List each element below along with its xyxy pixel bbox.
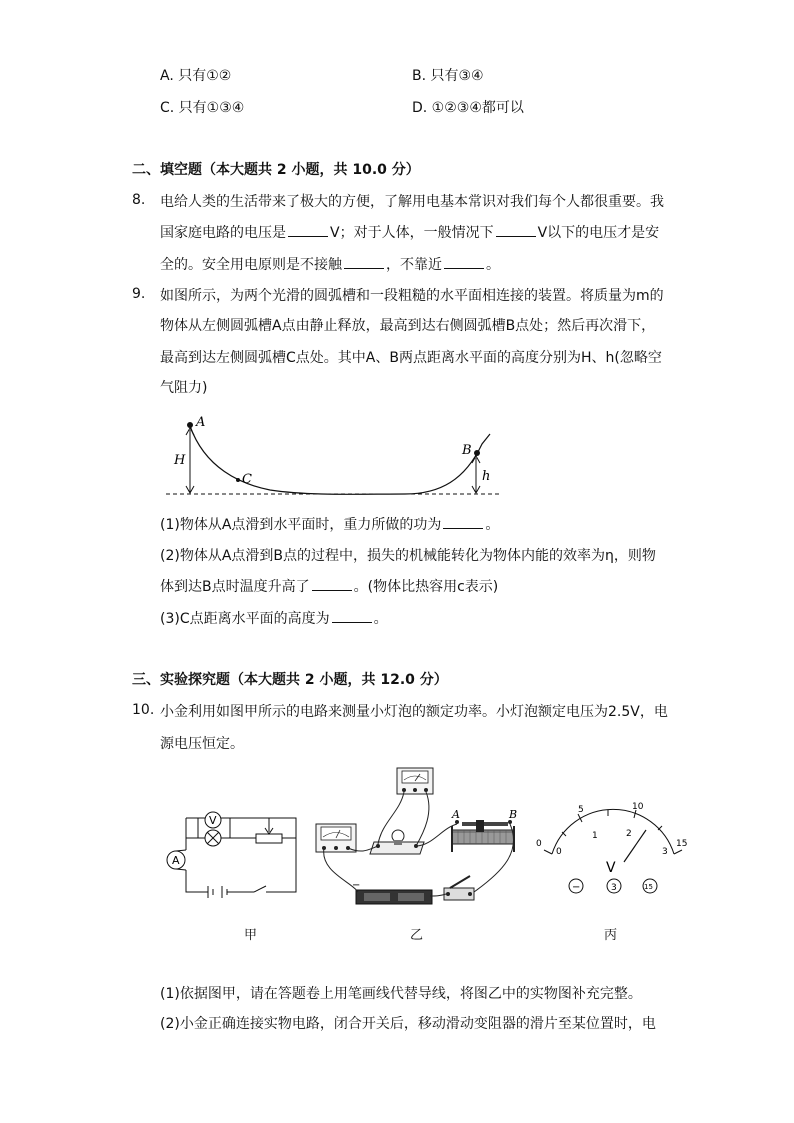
circuit-diagram-jia	[158, 808, 303, 898]
label-H: H	[174, 453, 186, 468]
point-b-dot	[474, 450, 480, 456]
ammeter-device	[316, 824, 356, 852]
apparatus-figure-yi	[312, 762, 524, 912]
label-h: h	[482, 469, 491, 484]
svg-text:−: −	[352, 880, 361, 891]
terminal-15-label: 15	[644, 883, 653, 891]
q9-sub3-b: 。	[373, 611, 388, 627]
caption-bing: 丙	[604, 928, 618, 943]
dial-unit: V	[606, 860, 616, 876]
q9-line2: 物体从左侧圆弧槽A点由静止释放，最高到达右侧圆弧槽B点处；然后再次滑下，	[160, 318, 656, 334]
voltmeter-device	[397, 768, 433, 794]
q9-blank-2	[312, 576, 352, 591]
q9-line4: 气阻力)	[160, 380, 208, 396]
q9-sub2a: (2)物体从A点滑到B点的过程中，损失的机械能转化为物体内能的效率为η，则物	[160, 548, 656, 564]
q10-sub2: (2)小金正确连接实物电路，闭合开关后，移动滑动变阻器的滑片至某位置时，电	[160, 1016, 656, 1032]
q8-number: 8.	[132, 192, 146, 208]
q8-line2-c: V以下的电压才是安	[537, 225, 660, 241]
voltmeter-dial-bing	[534, 800, 692, 900]
q8-blank-2	[496, 222, 536, 237]
option-c: C. 只有①③④	[160, 100, 245, 116]
dial-top-10: 10	[632, 802, 644, 812]
arc-track-figure	[160, 408, 505, 502]
voltmeter-label: V	[209, 814, 217, 827]
q8-blank-4	[444, 254, 484, 269]
q10-line1: 小金利用如图甲所示的电路来测量小灯泡的额定功率。小灯泡额定电压为2.5V，电	[160, 704, 668, 720]
track-curve	[190, 426, 490, 494]
dial-top-15: 15	[676, 839, 688, 849]
terminal-minus-label: −	[572, 882, 581, 893]
caption-jia: 甲	[244, 928, 258, 943]
dial-bottom-1: 1	[592, 831, 598, 841]
dial-top-0: 0	[536, 839, 542, 849]
label-A: A	[196, 415, 206, 430]
q9-blank-1	[443, 514, 483, 529]
q8-line3-c: 。	[486, 257, 500, 273]
rheostat-label-a: A	[452, 808, 460, 821]
q9-sub3	[160, 608, 388, 629]
q8-line1: 电给人类的生活带来了极大的方便，了解用电基本常识对我们每个人都很重要。我	[160, 194, 664, 210]
dial-top-5: 5	[578, 805, 584, 815]
dial-bottom-2: 2	[626, 829, 632, 839]
q9-number: 9.	[132, 286, 146, 302]
dial-bottom-0: 0	[556, 847, 562, 857]
q9-line1: 如图所示，为两个光滑的圆弧槽和一段粗糙的水平面相连接的装置。将质量为m的	[160, 288, 664, 304]
battery-pack-device	[352, 880, 432, 904]
q8-line2	[160, 222, 659, 243]
q8-line3-a: 全的。安全用电原则是不接触	[160, 257, 342, 273]
point-c-dot	[236, 478, 240, 482]
q9-sub3-a: (3)C点距离水平面的高度为	[160, 611, 330, 627]
q9-sub2	[160, 576, 498, 597]
q9-sub2-c: 。(物体比热容用c表示)	[353, 579, 499, 595]
q10-number: 10.	[132, 702, 155, 718]
q9-sub2-b: 体到达B点时温度升高了	[160, 579, 310, 595]
rheostat-label-b: B	[509, 808, 518, 821]
section-2-title: 二、填空题（本大题共 2 小题，共 10.0 分）	[132, 162, 420, 178]
q10-sub1: (1)依据图甲，请在答题卷上用笔画线代替导线，将图乙中的实物图补充完整。	[160, 986, 642, 1002]
option-b: B. 只有③④	[412, 68, 484, 84]
q8-line3-b: ，不靠近	[386, 257, 442, 273]
q8-line2-b: V；对于人体，一般情况下	[330, 225, 494, 241]
q9-sub1	[160, 514, 499, 535]
dial-arc	[552, 809, 674, 854]
q9-line3: 最高到达左侧圆弧槽C点处。其中A、B两点距离水平面的高度分别为H、h(忽略空	[160, 350, 662, 366]
option-a: A. 只有①②	[160, 68, 232, 84]
caption-yi: 乙	[410, 928, 424, 943]
terminal-3-label: 3	[611, 883, 617, 893]
q8-blank-3	[344, 254, 384, 269]
label-B: B	[462, 443, 472, 458]
q9-sub1-b: 。	[485, 517, 500, 533]
q8-blank-1	[288, 222, 328, 237]
q10-line2: 源电压恒定。	[160, 736, 244, 752]
dial-bottom-3: 3	[662, 847, 668, 857]
q8-line2-a: 国家庭电路的电压是	[160, 225, 286, 241]
switch-device	[444, 876, 474, 900]
q9-blank-3	[332, 608, 372, 623]
q9-sub1-a: (1)物体从A点滑到水平面时，重力所做的功为	[160, 517, 442, 533]
label-C: C	[242, 472, 252, 487]
q8-line3	[160, 254, 500, 275]
ammeter-label: A	[172, 854, 180, 867]
rheostat-device	[452, 820, 514, 852]
option-d: D. ①②③④都可以	[412, 100, 524, 116]
section-3-title: 三、实验探究题（本大题共 2 小题，共 12.0 分）	[132, 672, 448, 688]
